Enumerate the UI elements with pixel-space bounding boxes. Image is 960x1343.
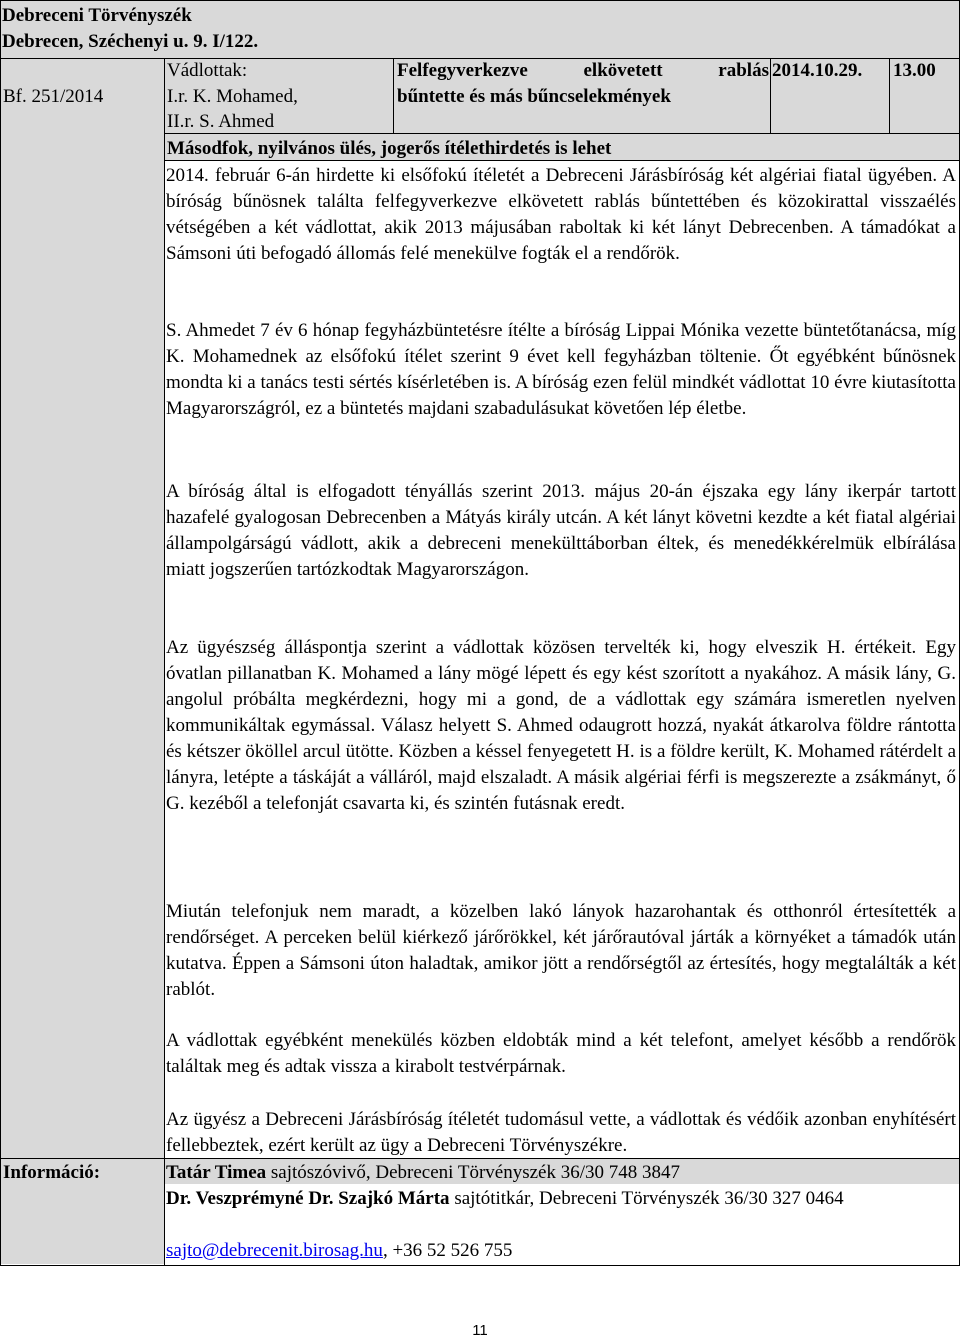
case-number: Bf. 251/2014 [3, 86, 104, 107]
contact-1-details: sajtószóvivő, Debreceni Törvényszék 36/30 748 3847 [266, 1162, 680, 1183]
paragraph-1: 2014. február 6-án hirdette ki elsőfokú ítéletét a Debreceni Járásbíróság két algériai fiatal ügyében. A bíróság bűnösnek találta felfegyverkezve elkövetett rablás bűntettében és közokirattal visszaélés vétségében a két vádlottat, akik 2013 májusában raboltak ki két lányt Debrecenben. A támadókat a Sámsoni úti befogadó állomás felé menekülve fogták el a rendőrök. [166, 165, 956, 264]
info-label: Információ: [3, 1162, 101, 1183]
page-number: 11 [472, 1322, 488, 1339]
hearing-date: 2014.10.29. [772, 60, 863, 81]
paragraph-7: Az ügyész a Debreceni Járásbíróság ítéletét tudomásul vette, a vádlottak és védőik azonban enyhítésért fellebbeztek, ezért került az ügy a Debreceni Törvényszékre. [166, 1109, 956, 1156]
phone-number: , +36 52 526 755 [382, 1240, 513, 1261]
contact-1-name: Tatár Timea [166, 1162, 267, 1183]
contact-1 [166, 1160, 680, 1186]
defendant-2: II.r. S. Ahmed [167, 111, 275, 132]
paragraph-3: A bíróság által is elfogadott tényállás szerint 2013. május 20-án éjszaka egy lány ikerpár tartott hazafelé gyalogosan Debrecenben a Mátyás király utcán. A két lányt követni kezdte a két fiatal algériai állampolgárságú vádlott, akik a debreceni menekülttáborban éltek, és menedékkérelmük elbírálása miatt jogszerűen tartózkodtak Magyarországon. [166, 481, 956, 580]
email-link[interactable]: sajto@debrecenit.birosag.hu [166, 1240, 383, 1261]
court-address: Debrecen, Széchenyi u. 9. I/122. [2, 31, 259, 52]
hearing-time: 13.00 [893, 60, 936, 81]
contact-2-details: sajtótitkár, Debreceni Törvényszék 36/30 327 0464 [449, 1188, 844, 1209]
charge-line-2: bűntette és más bűncselekmények [397, 86, 671, 107]
paragraph-6: A vádlottak egyébként menekülés közben eldobták mind a két telefont, amelyet később a rendőrök találtak meg és adtak vissza a kirabolt testvérpárnak. [166, 1030, 956, 1077]
paragraph-2: S. Ahmedet 7 év 6 hónap fegyházbüntetésre ítélte a bíróság Lippai Mónika vezette büntetőtanácsa, míg K. Mohamednek az elsőfokú ítélet szerint 9 évet kell fegyházban töltenie. Őt egyébként bűnösnek mondta ki a tanács testi sértés kísérletében is. A bíróság ezen felül mindkét vádlottat 10 évre kiutasította Magyarországról, ez a büntetés majdani szabadulásukat követően lép életbe. [166, 320, 956, 419]
contact-email-line [166, 1238, 512, 1264]
contact-2-name: Dr. Veszprémyné Dr. Szajkó Márta [166, 1188, 450, 1209]
court-name: Debreceni Törvényszék [2, 5, 192, 26]
paragraph-4: Az ügyészség álláspontja szerint a vádlottak közösen tervelték ki, hogy elveszik H. értékeit. Egy óvatlan pillanatban K. Mohamed a lány mögé lépett és egy kést szorított a nyakához. A másik lány, G. angolul próbálta megkérdezni, hogy mi a gond, de a vádlottak egy számára ismeretlen nyelven kommunikáltak egymással. Válasz helyett S. Ahmed odaugrott hozzá, nyakát átkarolva földre rántotta és kétszer ököllel arcul ütötte. Közben a késsel fenyegetett H. is a földre került, K. Mohamed rátérdelt a lányra, letépte a táskáját a válláról, majd elszaladt. A másik algériai férfi is megszerezte a zsákmányt, ő G. kezéből a telefonját csavarta ki, és szintén futásnak eredt. [166, 637, 956, 814]
defendant-1: I.r. K. Mohamed, [167, 86, 298, 107]
case-number-cell [1, 58, 164, 1158]
paragraph-5: Miután telefonjuk nem maradt, a közelben lakó lányok hazarohantak és otthonról értesítették a rendőrséget. A perceken belül kiérkező járőrökkel, két járőrautóval járták a környéket a támadók után kutatva. Éppen a Sámsoni úton haladtak, amikor jött a rendőrségtől az értesítés, hogy megtalálták a két rablót. [166, 901, 956, 1000]
contact-2 [166, 1186, 956, 1212]
defendants-label: Vádlottak: [167, 60, 248, 81]
charge-line-1: Felfegyverkezve elkövetett rablás [397, 60, 769, 81]
hearing-type: Másodfok, nyilvános ülés, jogerős ítélethirdetés is lehet [167, 138, 612, 159]
